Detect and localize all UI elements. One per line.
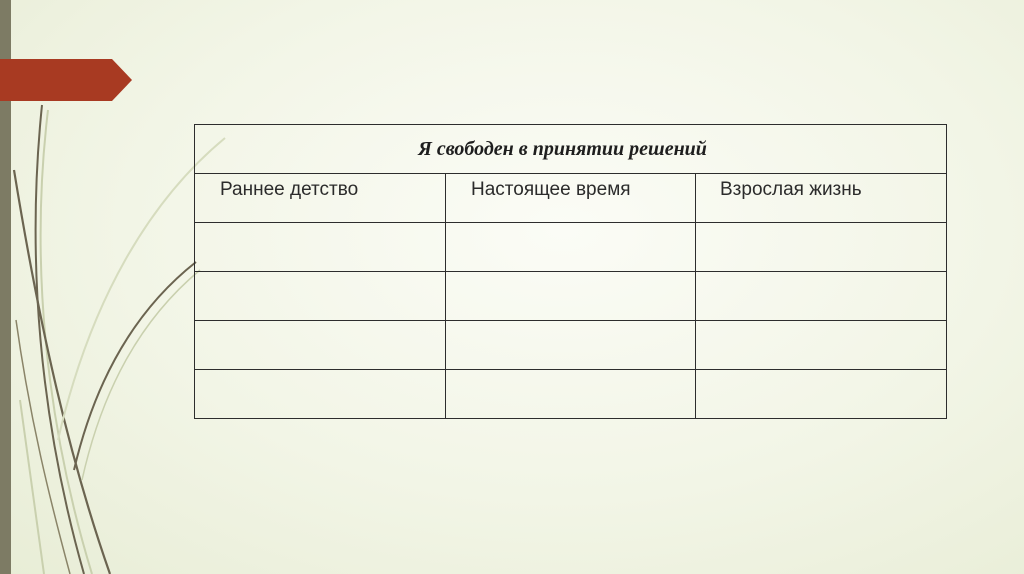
table-cell [446,321,696,370]
table-row [195,272,947,321]
table-row [195,370,947,419]
table-cell [446,223,696,272]
decision-table [194,124,947,419]
table-cell [195,272,446,321]
table-cell [696,272,947,321]
table-header-row [195,174,947,223]
table-cell [696,223,947,272]
column-header-present-time [446,174,696,223]
column-header-label: Раннее детство [220,179,359,200]
column-header-label: Настоящее время [471,179,631,200]
table-cell [446,370,696,419]
table-title: Я свободен в принятии решений [418,137,707,160]
table-row [195,321,947,370]
table-title-row [195,125,947,174]
column-header-early-childhood [195,174,446,223]
accent-tab-shape [0,59,132,101]
column-header-label: Взрослая жизнь [720,179,862,200]
table-cell [446,272,696,321]
table-cell [195,370,446,419]
table-row [195,223,947,272]
column-header-adult-life [696,174,947,223]
table-cell [696,321,947,370]
table-cell [696,370,947,419]
table-cell [195,321,446,370]
table-cell [195,223,446,272]
table-title-cell [195,125,947,174]
